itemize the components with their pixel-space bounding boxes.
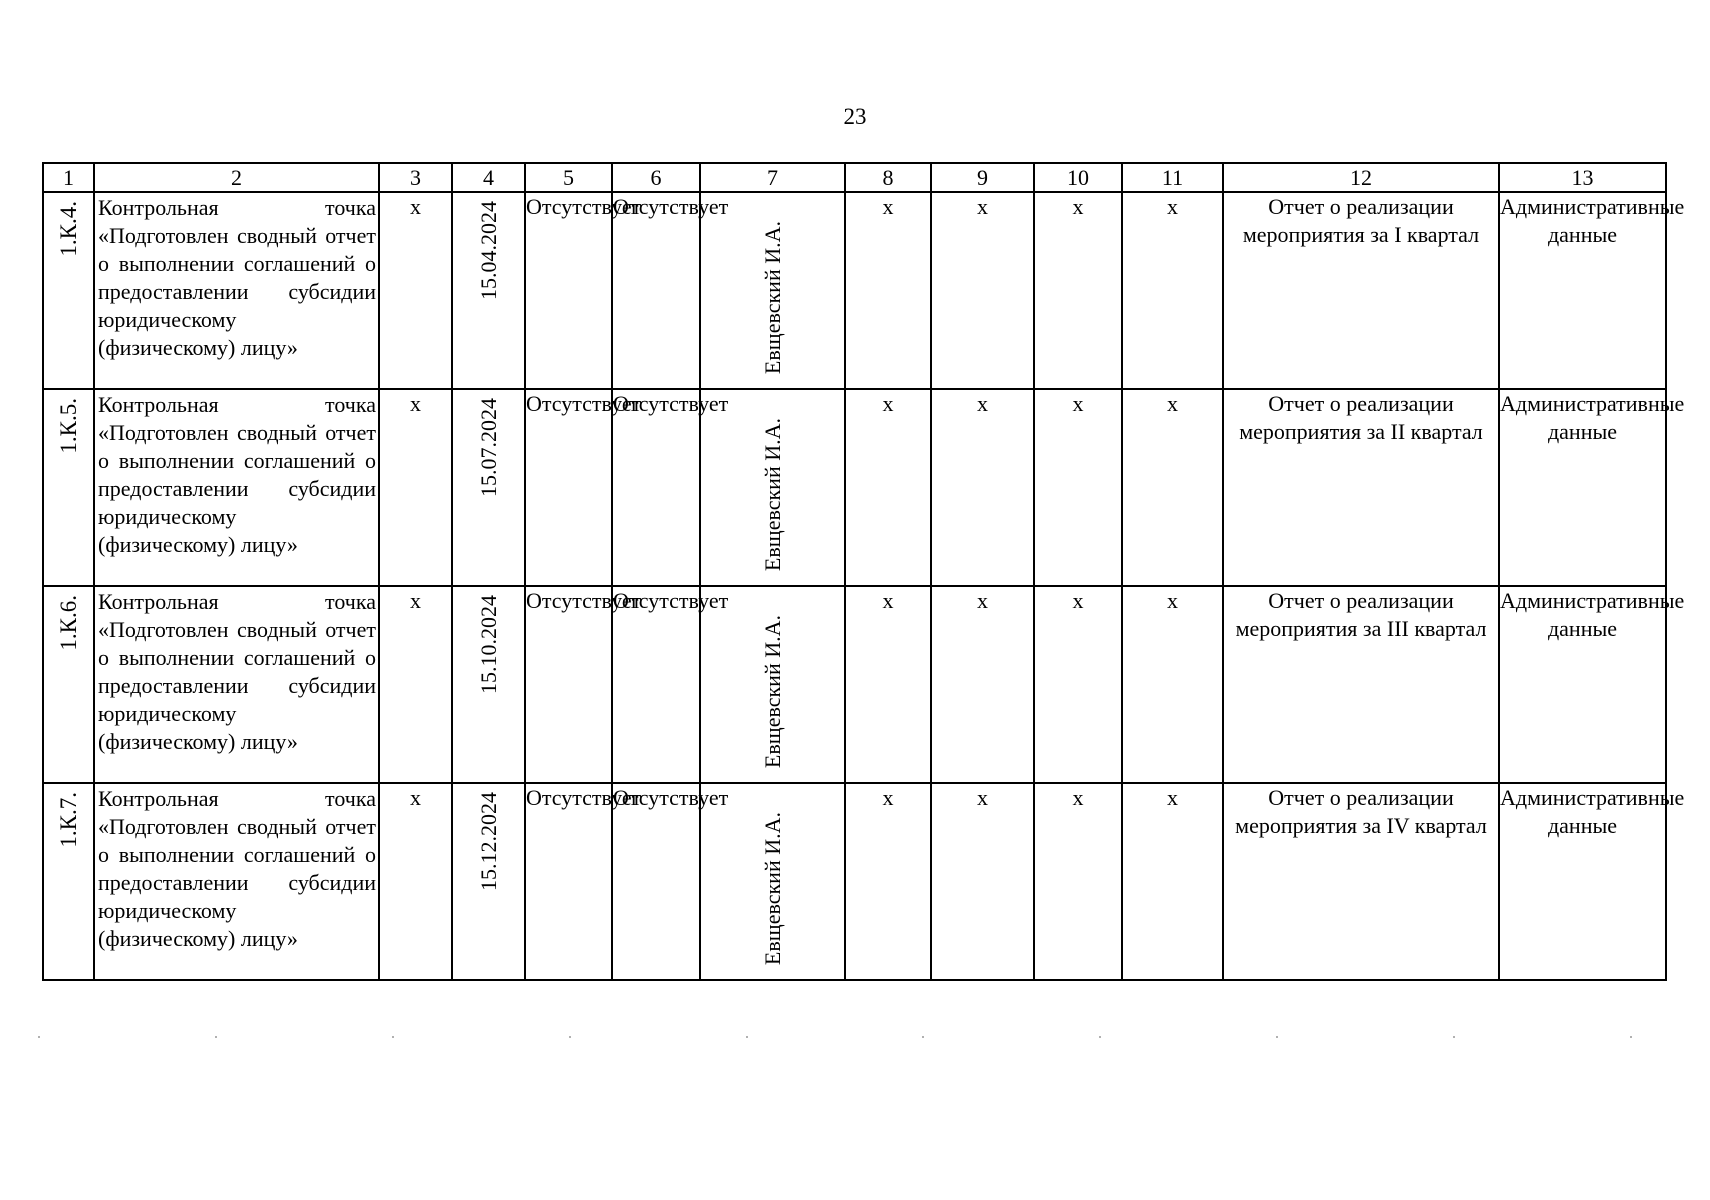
report-cell: Отчет о реализации мероприятия за II квартал bbox=[1223, 389, 1499, 586]
responsible-cell bbox=[700, 389, 845, 586]
row-description: Контрольная точка «Подготовлен сводный отчет о выполнении соглашений о предоставлении субсидии юридическому (физическому) лицу» bbox=[98, 589, 376, 754]
row-code: 1.К.7. bbox=[55, 792, 81, 848]
description-cell bbox=[94, 389, 379, 586]
col9-cell: х bbox=[931, 389, 1034, 586]
col3-cell: х bbox=[379, 389, 452, 586]
date-cell bbox=[452, 192, 525, 389]
source-cell: Административные данные bbox=[1499, 783, 1666, 980]
row-code-cell bbox=[43, 389, 94, 586]
source-cell: Административные данные bbox=[1499, 586, 1666, 783]
row-code-cell bbox=[43, 586, 94, 783]
table-row bbox=[43, 192, 1666, 389]
source-cell: Административные данные bbox=[1499, 192, 1666, 389]
table-row bbox=[43, 783, 1666, 980]
report-cell: Отчет о реализации мероприятия за IV квартал bbox=[1223, 783, 1499, 980]
row-description: Контрольная точка «Подготовлен сводный отчет о выполнении соглашений о предоставлении субсидии юридическому (физическому) лицу» bbox=[98, 195, 376, 360]
row-date: 15.04.2024 bbox=[475, 201, 501, 300]
responsible-cell bbox=[700, 783, 845, 980]
column-header: 13 bbox=[1499, 163, 1666, 192]
table-row bbox=[43, 389, 1666, 586]
column-header: 6 bbox=[612, 163, 700, 192]
control-points-table bbox=[42, 162, 1685, 981]
col8-cell: х bbox=[845, 192, 931, 389]
responsible-cell bbox=[700, 192, 845, 389]
column-header: 5 bbox=[525, 163, 612, 192]
col10-cell: х bbox=[1034, 586, 1122, 783]
date-cell bbox=[452, 586, 525, 783]
description-cell bbox=[94, 783, 379, 980]
table-row bbox=[43, 586, 1666, 783]
col5-cell: Отсутствует bbox=[525, 783, 612, 980]
col9-cell: х bbox=[931, 783, 1034, 980]
row-date: 15.12.2024 bbox=[475, 792, 501, 891]
report-cell: Отчет о реализации мероприятия за III квартал bbox=[1223, 586, 1499, 783]
col10-cell: х bbox=[1034, 389, 1122, 586]
col10-cell: х bbox=[1034, 192, 1122, 389]
row-responsible: Евщевский И.А. bbox=[759, 614, 785, 768]
page-number: 23 bbox=[843, 104, 867, 129]
header-row bbox=[43, 163, 1666, 192]
col10-cell: х bbox=[1034, 783, 1122, 980]
row-code: 1.К.4. bbox=[55, 201, 81, 257]
column-header: 2 bbox=[94, 163, 379, 192]
row-code-cell bbox=[43, 192, 94, 389]
date-cell bbox=[452, 783, 525, 980]
col8-cell: х bbox=[845, 783, 931, 980]
description-cell bbox=[94, 192, 379, 389]
col11-cell: х bbox=[1122, 586, 1223, 783]
row-code-cell bbox=[43, 783, 94, 980]
col5-cell: Отсутствует bbox=[525, 192, 612, 389]
col9-cell: х bbox=[931, 192, 1034, 389]
column-header: 7 bbox=[700, 163, 845, 192]
col6-cell: Отсутствует bbox=[612, 586, 700, 783]
responsible-cell bbox=[700, 586, 845, 783]
scan-dot-line bbox=[0, 1036, 1710, 1038]
source-cell: Административные данные bbox=[1499, 389, 1666, 586]
col6-cell: Отсутствует bbox=[612, 389, 700, 586]
col11-cell: х bbox=[1122, 783, 1223, 980]
col8-cell: х bbox=[845, 586, 931, 783]
column-header: 4 bbox=[452, 163, 525, 192]
row-code: 1.К.5. bbox=[55, 398, 81, 454]
col6-cell: Отсутствует bbox=[612, 192, 700, 389]
col8-cell: х bbox=[845, 389, 931, 586]
col3-cell: х bbox=[379, 192, 452, 389]
col5-cell: Отсутствует bbox=[525, 389, 612, 586]
column-header: 3 bbox=[379, 163, 452, 192]
date-cell bbox=[452, 389, 525, 586]
column-header: 11 bbox=[1122, 163, 1223, 192]
column-header: 10 bbox=[1034, 163, 1122, 192]
col9-cell: х bbox=[931, 586, 1034, 783]
column-header: 9 bbox=[931, 163, 1034, 192]
row-responsible: Евщевский И.А. bbox=[759, 220, 785, 374]
col3-cell: х bbox=[379, 783, 452, 980]
row-responsible: Евщевский И.А. bbox=[759, 417, 785, 571]
column-header: 12 bbox=[1223, 163, 1499, 192]
row-description: Контрольная точка «Подготовлен сводный отчет о выполнении соглашений о предоставлении субсидии юридическому (физическому) лицу» bbox=[98, 786, 376, 951]
column-header: 1 bbox=[43, 163, 94, 192]
row-code: 1.К.6. bbox=[55, 595, 81, 651]
col6-cell: Отсутствует bbox=[612, 783, 700, 980]
row-description: Контрольная точка «Подготовлен сводный отчет о выполнении соглашений о предоставлении субсидии юридическому (физическому) лицу» bbox=[98, 392, 376, 557]
row-responsible: Евщевский И.А. bbox=[759, 811, 785, 965]
col11-cell: х bbox=[1122, 389, 1223, 586]
description-cell bbox=[94, 586, 379, 783]
column-header: 8 bbox=[845, 163, 931, 192]
report-cell: Отчет о реализации мероприятия за I квартал bbox=[1223, 192, 1499, 389]
col5-cell: Отсутствует bbox=[525, 586, 612, 783]
col11-cell: х bbox=[1122, 192, 1223, 389]
row-date: 15.07.2024 bbox=[475, 398, 501, 497]
col3-cell: х bbox=[379, 586, 452, 783]
row-date: 15.10.2024 bbox=[475, 595, 501, 694]
